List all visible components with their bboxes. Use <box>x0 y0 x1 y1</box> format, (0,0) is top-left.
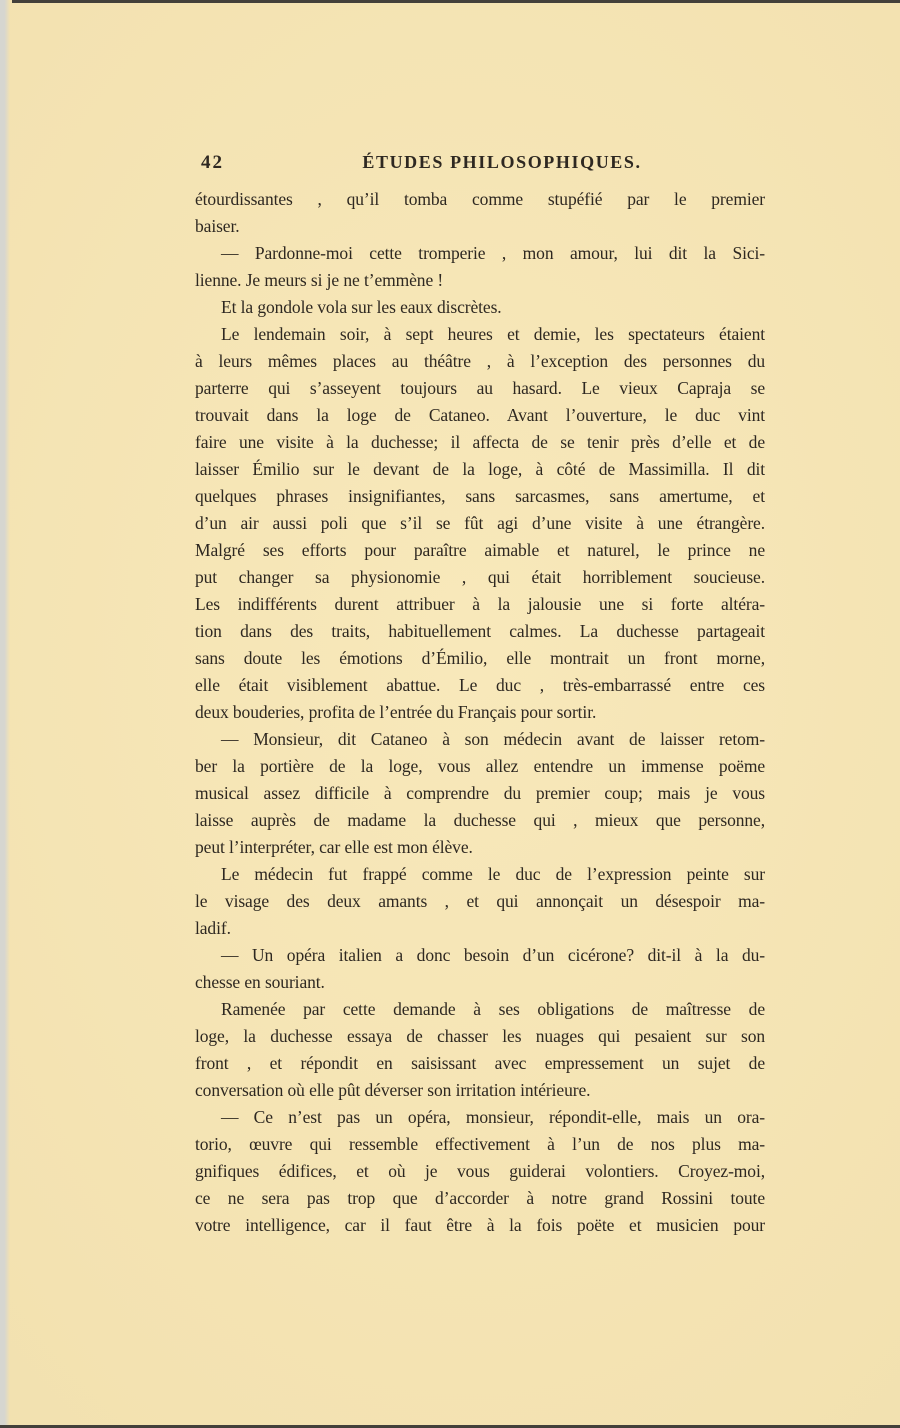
page-body <box>195 186 765 1239</box>
paragraph <box>195 294 765 321</box>
text-line: laisser Émilio sur le devant de la loge, à côté de Massimilla. Il dit <box>195 459 765 479</box>
text-line: laisse auprès de madame la duchesse qui , mieux que personne, <box>195 810 765 830</box>
paragraph <box>195 942 765 996</box>
text-line: loge, la duchesse essaya de chasser les nuages qui pesaient sur son <box>195 1026 765 1046</box>
text-line: trouvait dans la loge de Cataneo. Avant l’ouverture, le duc vint <box>195 405 765 425</box>
text-line: — Monsieur, dit Cataneo à son médecin avant de laisser retom- <box>221 729 765 749</box>
text-line: lienne. Je meurs si je ne t’emmène ! <box>195 270 444 290</box>
text-line: — Un opéra italien a donc besoin d’un cicérone? dit-il à la du- <box>221 945 765 965</box>
paragraph <box>195 240 765 294</box>
paragraph <box>195 996 765 1104</box>
text-line: put changer sa physionomie , qui était horriblement soucieuse. <box>195 567 765 587</box>
paragraph <box>195 861 765 942</box>
text-line: deux bouderies, profita de l’entrée du Français pour sortir. <box>195 702 597 722</box>
paragraph <box>195 186 765 240</box>
text-line: sans doute les émotions d’Émilio, elle montrait un front morne, <box>195 648 765 668</box>
text-line: étourdissantes , qu’il tomba comme stupéfié par le premier <box>195 189 765 209</box>
text-line: ce ne sera pas trop que d’accorder à notre grand Rossini toute <box>195 1188 765 1208</box>
text-line: ladif. <box>195 918 231 938</box>
text-line: Les indifférents durent attribuer à la jalousie une si forte altéra- <box>195 594 765 614</box>
text-line: Ramenée par cette demande à ses obligations de maîtresse de <box>221 999 765 1019</box>
text-line: baiser. <box>195 216 240 236</box>
text-line: front , et répondit en saisissant avec empressement un sujet de <box>195 1053 765 1073</box>
text-line: quelques phrases insignifiantes, sans sarcasmes, sans amertume, et <box>195 486 765 506</box>
scan-edge-left <box>0 0 10 1428</box>
text-line: ber la portière de la loge, vous allez entendre un immense poëme <box>195 756 765 776</box>
text-line: d’un air aussi poli que s’il se fût agi d’une visite à une étrangère. <box>195 513 765 533</box>
text-line: — Ce n’est pas un opéra, monsieur, répondit-elle, mais un ora- <box>221 1107 765 1127</box>
page-content <box>195 150 765 1239</box>
page-header <box>195 150 765 180</box>
text-line: gnifiques édifices, et où je vous guiderai volontiers. Croyez-moi, <box>195 1161 765 1181</box>
text-line: Malgré ses efforts pour paraître aimable et naturel, le prince ne <box>195 540 765 560</box>
scan-rule-top <box>12 0 900 3</box>
text-line: chesse en souriant. <box>195 972 325 992</box>
paragraph <box>195 1104 765 1239</box>
text-line: — Pardonne-moi cette tromperie , mon amour, lui dit la Sici- <box>221 243 765 263</box>
page-number: 42 <box>201 152 224 173</box>
running-title: ÉTUDES PHILOSOPHIQUES. <box>362 152 642 172</box>
text-line: conversation où elle pût déverser son irritation intérieure. <box>195 1080 591 1100</box>
text-line: à leurs mêmes places au théâtre , à l’exception des personnes du <box>195 351 765 371</box>
text-line: Et la gondole vola sur les eaux discrètes. <box>221 297 502 317</box>
paragraph <box>195 726 765 861</box>
text-line: musical assez difficile à comprendre du premier coup; mais je vous <box>195 783 765 803</box>
text-line: peut l’interpréter, car elle est mon élève. <box>195 837 473 857</box>
text-line: Le médecin fut frappé comme le duc de l’expression peinte sur <box>221 864 765 884</box>
text-line: faire une visite à la duchesse; il affecta de se tenir près d’elle et de <box>195 432 765 452</box>
text-line: tion dans des traits, habituellement calmes. La duchesse partageait <box>195 621 765 641</box>
text-line: elle était visiblement abattue. Le duc , très-embarrassé entre ces <box>195 675 765 695</box>
text-line: le visage des deux amants , et qui annonçait un désespoir ma- <box>195 891 765 911</box>
text-line: parterre qui s’asseyent toujours au hasard. Le vieux Capraja se <box>195 378 765 398</box>
text-line: torio, œuvre qui ressemble effectivement à l’un de nos plus ma- <box>195 1134 765 1154</box>
text-line: votre intelligence, car il faut être à la fois poëte et musicien pour <box>195 1215 765 1235</box>
text-line: Le lendemain soir, à sept heures et demie, les spectateurs étaient <box>221 324 765 344</box>
paragraph <box>195 321 765 726</box>
